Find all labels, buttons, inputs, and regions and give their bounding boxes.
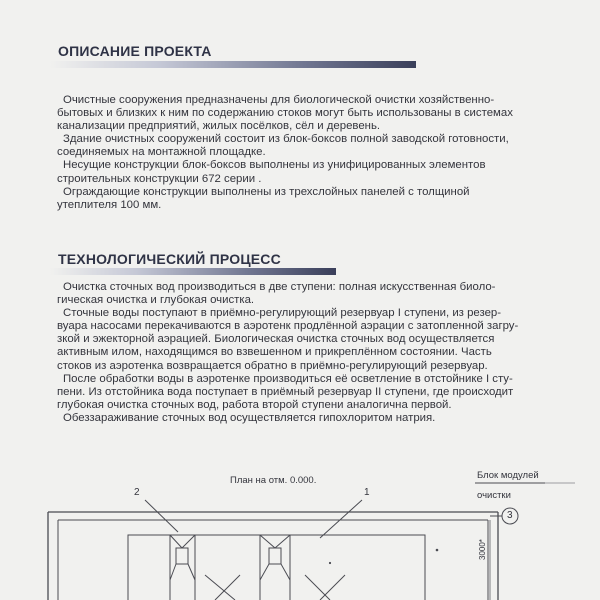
brace — [215, 575, 240, 600]
text-line: активным илом, находящимся во взвешенном и прикреплённом состоянии. Часть — [57, 346, 492, 359]
text-line: канализации предприятий, жилых посёлков, сёл и деревень. — [57, 120, 381, 133]
tank-outline — [128, 535, 425, 600]
section-title-technological-process: ТЕХНОЛОГИЧЕСКИЙ ПРОЦЕСС — [58, 251, 281, 267]
text-line: Очистные сооружения предназначены для биологической очистки хозяйственно- — [63, 94, 495, 106]
callout-2-leader — [145, 500, 178, 532]
callout-1: 1 — [364, 487, 370, 498]
callout-3: 3 — [507, 510, 513, 521]
marker-dot — [436, 549, 439, 552]
text-line: Обеззараживание сточных вод осуществляется гипохлоритом натрия. — [63, 411, 436, 424]
plan-title: План на отм. 0.000. — [230, 475, 317, 486]
text-line: зкой и эжекторной аэрацией. Биологическая очистка сточных вод осуществляется — [57, 333, 495, 346]
text-line: Несущие конструкции блок-боксов выполнены из унифицированных элементов — [63, 159, 486, 172]
brace — [320, 575, 345, 600]
callout-3-circle — [502, 508, 518, 524]
hopper-middle — [260, 535, 290, 600]
callout-1-leader — [320, 500, 362, 538]
brace — [205, 575, 235, 600]
section-title-project-description: ОПИСАНИЕ ПРОЕКТА — [58, 43, 212, 59]
brace — [305, 575, 330, 600]
text-line: После обработки воды в аэротенке производиться её осветление в отстойнике I сту- — [63, 372, 513, 385]
dimension-label: 3000* — [478, 539, 487, 560]
text-line: стоков из аэротенка возвращается обратно в приёмно-регулирующий резервуар. — [57, 359, 488, 372]
text-line: пени. Из отстойника вода поступает в приёмный резервуар II ступени, где происходит — [57, 385, 514, 398]
text-line: бытовых и близких к ним по содержанию стоков могут быть использованы в системах — [57, 107, 513, 120]
text-line: соединяемых на монтажной площадке. — [57, 146, 266, 159]
text-line: вуара насосами перекачиваются в аэротенк продлённой аэрации с затопленной загру- — [57, 320, 519, 333]
hopper-left — [170, 535, 195, 600]
text-line: утеплителя 100 мм. — [57, 198, 162, 211]
text-line: Очистка сточных вод производиться в две ступени: полная искусственная биоло- — [63, 281, 496, 293]
text-line: строительных конструкции 672 серии . — [57, 172, 262, 185]
text-line: Здание очистных сооружений состоит из блок-боксов полной заводской готовности, — [63, 133, 509, 146]
callout-2: 2 — [134, 487, 140, 498]
block-label-line1: Блок модулей — [477, 470, 539, 481]
text-line: Сточные воды поступают в приёмно-регулирующий резервуар I ступени, из резер- — [63, 307, 502, 320]
text-line: Ограждающие конструкции выполнены из трехслойных панелей с толщиной — [63, 185, 470, 198]
text-line: глубокая очистка сточных вод, работа второй ступени аналогична первой. — [57, 398, 452, 411]
marker-dot — [329, 562, 331, 564]
block-label-line2: очистки — [477, 490, 511, 501]
text-line: гическая очистка и глубокая очистка. — [57, 294, 255, 307]
